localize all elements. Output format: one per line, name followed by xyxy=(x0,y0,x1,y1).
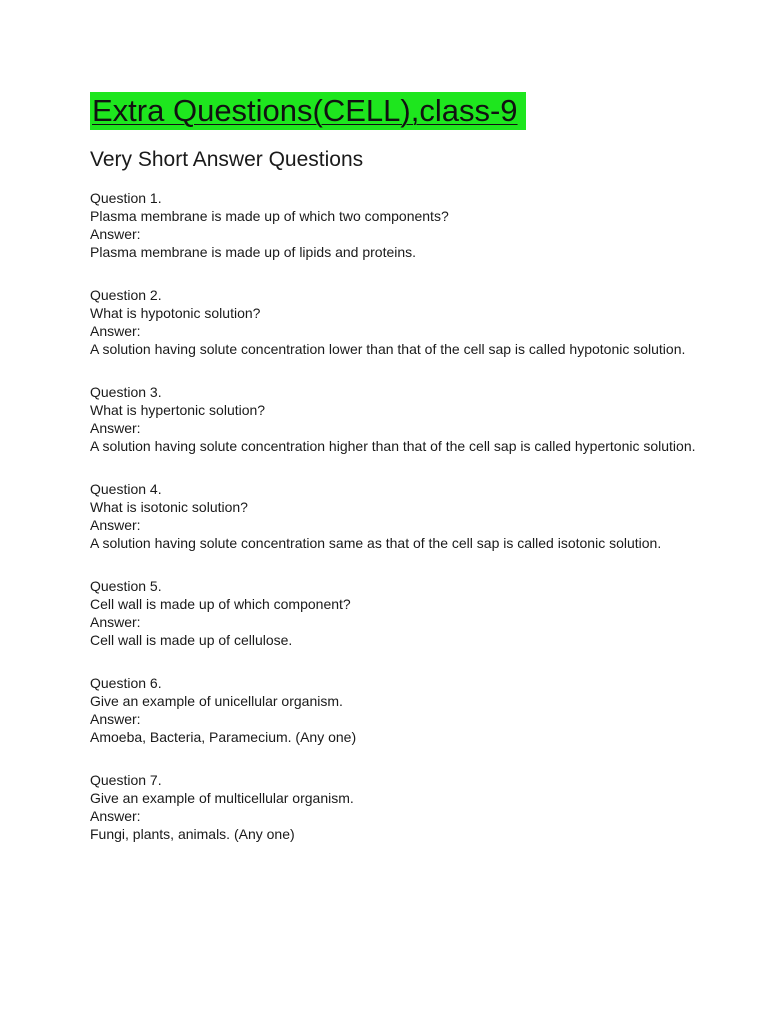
question-list xyxy=(90,189,730,843)
question-label: Question 6. xyxy=(90,675,162,691)
question-block xyxy=(90,189,730,261)
question-text: What is hypertonic solution? xyxy=(90,402,266,418)
question-text: Give an example of multicellular organism. xyxy=(90,790,354,806)
answer-text: Fungi, plants, animals. (Any one) xyxy=(90,826,295,842)
answer-text: Amoeba, Bacteria, Paramecium. (Any one) xyxy=(90,729,357,745)
answer-label: Answer: xyxy=(90,614,141,630)
answer-label: Answer: xyxy=(90,517,141,533)
answer-label: Answer: xyxy=(90,420,141,436)
answer-label: Answer: xyxy=(90,711,141,727)
question-block xyxy=(90,674,730,746)
section-heading: Very Short Answer Questions xyxy=(90,148,364,171)
question-label: Question 4. xyxy=(90,481,162,497)
question-text: Cell wall is made up of which component? xyxy=(90,596,351,612)
document-page xyxy=(90,92,730,868)
question-text: Plasma membrane is made up of which two components? xyxy=(90,208,449,224)
question-label: Question 2. xyxy=(90,287,162,303)
answer-text: A solution having solute concentration lower than that of the cell sap is called hypotonic solution. xyxy=(90,341,686,357)
answer-text: Cell wall is made up of cellulose. xyxy=(90,632,293,648)
answer-label: Answer: xyxy=(90,323,141,339)
question-label: Question 5. xyxy=(90,578,162,594)
answer-label: Answer: xyxy=(90,808,141,824)
question-text: What is hypotonic solution? xyxy=(90,305,261,321)
question-block xyxy=(90,383,730,455)
question-text: Give an example of unicellular organism. xyxy=(90,693,343,709)
question-block xyxy=(90,771,730,843)
question-text: What is isotonic solution? xyxy=(90,499,248,515)
question-label: Question 7. xyxy=(90,772,162,788)
question-block xyxy=(90,577,730,649)
answer-text: Plasma membrane is made up of lipids and proteins. xyxy=(90,244,417,260)
question-block xyxy=(90,286,730,358)
answer-text: A solution having solute concentration higher than that of the cell sap is called hypertonic solution. xyxy=(90,438,696,454)
answer-text: A solution having solute concentration same as that of the cell sap is called isotonic solution. xyxy=(90,535,662,551)
question-label: Question 1. xyxy=(90,190,162,206)
question-label: Question 3. xyxy=(90,384,162,400)
document-title: Extra Questions(CELL),class-9 xyxy=(90,92,526,130)
answer-label: Answer: xyxy=(90,226,141,242)
question-block xyxy=(90,480,730,552)
